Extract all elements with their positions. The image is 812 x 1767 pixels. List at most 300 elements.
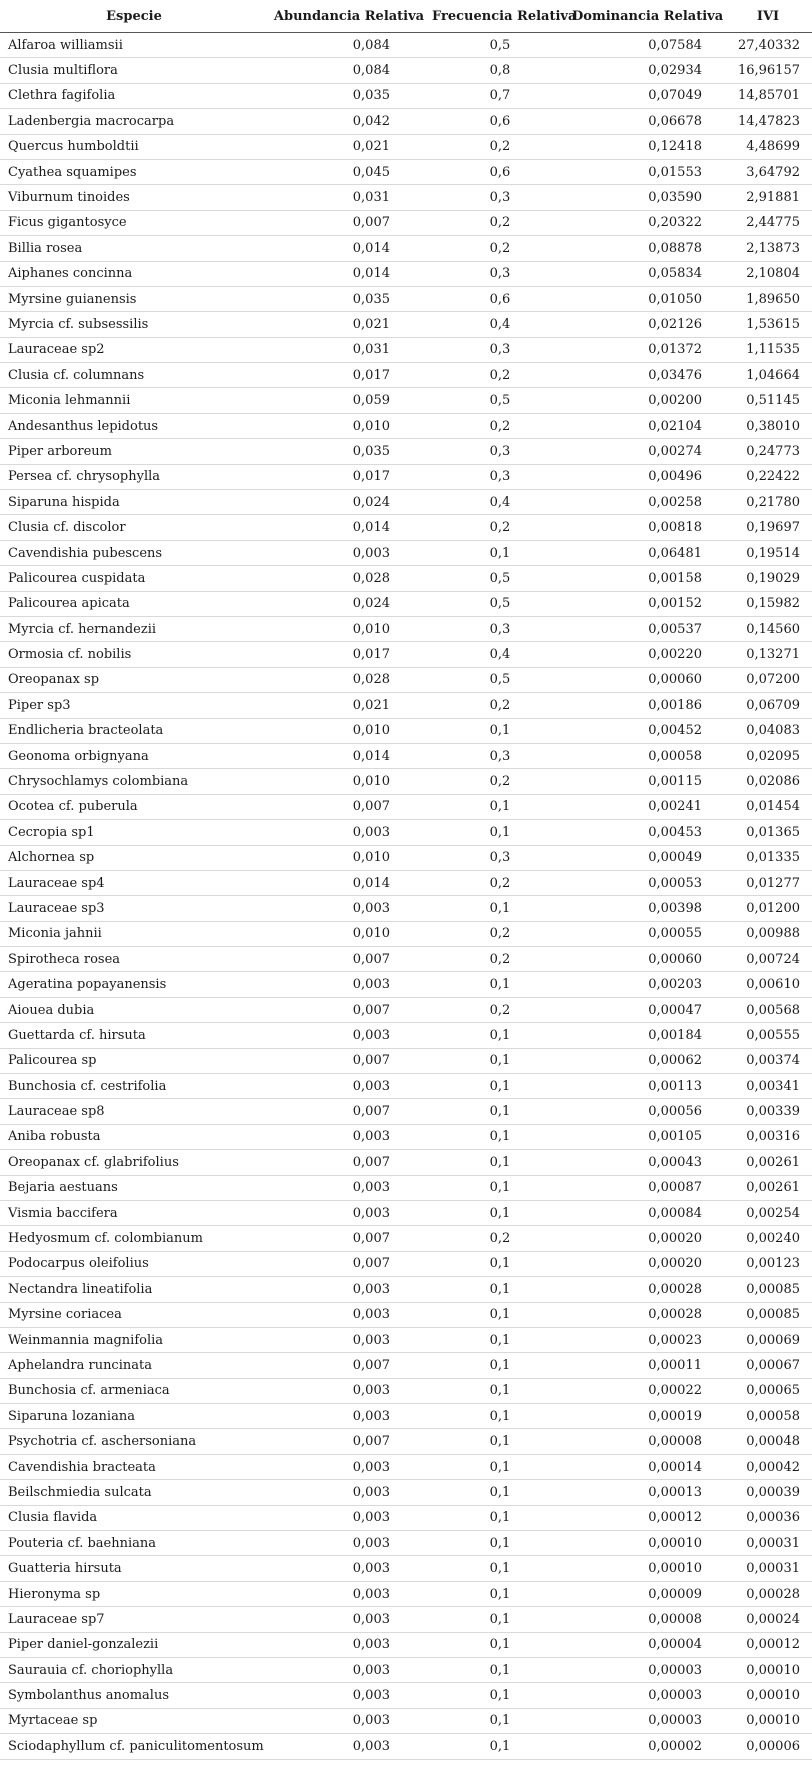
table-row [0, 997, 812, 1022]
dominance-cell: 0,00113 [570, 1074, 724, 1099]
frequency-cell: 0,3 [430, 439, 570, 464]
species-cell: Nectandra lineatifolia [0, 1277, 268, 1302]
abundance-cell: 0,007 [268, 1150, 430, 1175]
dominance-cell: 0,00084 [570, 1200, 724, 1225]
table-row [0, 1327, 812, 1352]
species-cell: Alchornea sp [0, 845, 268, 870]
abundance-cell: 0,007 [268, 1226, 430, 1251]
ivi-cell: 0,01335 [724, 845, 812, 870]
frequency-cell: 0,1 [430, 1200, 570, 1225]
frequency-cell: 0,1 [430, 1429, 570, 1454]
table-row [0, 1683, 812, 1708]
abundance-cell: 0,003 [268, 1175, 430, 1200]
species-cell: Viburnum tinoides [0, 185, 268, 210]
frequency-cell: 0,4 [430, 490, 570, 515]
abundance-cell: 0,007 [268, 947, 430, 972]
abundance-cell: 0,031 [268, 185, 430, 210]
frequency-cell: 0,1 [430, 972, 570, 997]
table-row [0, 693, 812, 718]
table-row [0, 1658, 812, 1683]
abundance-cell: 0,010 [268, 921, 430, 946]
table-row [0, 33, 812, 58]
abundance-cell: 0,017 [268, 642, 430, 667]
frequency-cell: 0,1 [430, 1505, 570, 1530]
table-row [0, 820, 812, 845]
species-cell: Myrtaceae sp [0, 1708, 268, 1733]
ivi-cell: 0,01200 [724, 896, 812, 921]
table-row [0, 921, 812, 946]
ivi-cell: 0,02086 [724, 769, 812, 794]
frequency-cell: 0,5 [430, 566, 570, 591]
ivi-cell: 0,01277 [724, 870, 812, 895]
ivi-cell: 0,00240 [724, 1226, 812, 1251]
ivi-cell: 0,00036 [724, 1505, 812, 1530]
abundance-cell: 0,003 [268, 1454, 430, 1479]
species-cell: Bunchosia cf. armeniaca [0, 1378, 268, 1403]
dominance-cell: 0,02126 [570, 312, 724, 337]
dominance-cell: 0,00053 [570, 870, 724, 895]
ivi-cell: 0,51145 [724, 388, 812, 413]
species-cell: Aiouea dubia [0, 997, 268, 1022]
frequency-cell: 0,1 [430, 1708, 570, 1733]
header-ivi: IVI [724, 0, 812, 33]
abundance-cell: 0,003 [268, 1074, 430, 1099]
abundance-cell: 0,007 [268, 1251, 430, 1276]
ivi-cell: 0,00254 [724, 1200, 812, 1225]
ivi-cell: 0,21780 [724, 490, 812, 515]
table-row [0, 1708, 812, 1733]
species-cell: Guatteria hirsuta [0, 1556, 268, 1581]
table-row [0, 591, 812, 616]
abundance-cell: 0,028 [268, 667, 430, 692]
dominance-cell: 0,00028 [570, 1277, 724, 1302]
table-row [0, 210, 812, 235]
ivi-cell: 1,04664 [724, 363, 812, 388]
table-row [0, 667, 812, 692]
frequency-cell: 0,6 [430, 286, 570, 311]
table-row [0, 58, 812, 83]
frequency-cell: 0,1 [430, 1632, 570, 1657]
dominance-cell: 0,00055 [570, 921, 724, 946]
species-cell: Ficus gigantosyce [0, 210, 268, 235]
frequency-cell: 0,2 [430, 515, 570, 540]
species-cell: Chrysochlamys colombiana [0, 769, 268, 794]
table-body [0, 33, 812, 1760]
frequency-cell: 0,1 [430, 1378, 570, 1403]
dominance-cell: 0,00004 [570, 1632, 724, 1657]
frequency-cell: 0,7 [430, 83, 570, 108]
dominance-cell: 0,00003 [570, 1708, 724, 1733]
dominance-cell: 0,00010 [570, 1531, 724, 1556]
dominance-cell: 0,00274 [570, 439, 724, 464]
table-row [0, 1378, 812, 1403]
dominance-cell: 0,02104 [570, 413, 724, 438]
species-cell: Myrcia cf. hernandezii [0, 616, 268, 641]
species-cell: Geonoma orbignyana [0, 743, 268, 768]
table-row [0, 1302, 812, 1327]
species-cell: Podocarpus oleifolius [0, 1251, 268, 1276]
frequency-cell: 0,1 [430, 1023, 570, 1048]
frequency-cell: 0,2 [430, 236, 570, 261]
header-frecuencia: Frecuencia Relativa [430, 0, 570, 33]
dominance-cell: 0,00003 [570, 1683, 724, 1708]
frequency-cell: 0,2 [430, 947, 570, 972]
table-row [0, 1200, 812, 1225]
table-row [0, 1099, 812, 1124]
frequency-cell: 0,1 [430, 820, 570, 845]
frequency-cell: 0,1 [430, 1607, 570, 1632]
abundance-cell: 0,024 [268, 490, 430, 515]
frequency-cell: 0,1 [430, 896, 570, 921]
species-cell: Palicourea apicata [0, 591, 268, 616]
ivi-cell: 0,00085 [724, 1302, 812, 1327]
ivi-cell: 0,01454 [724, 794, 812, 819]
species-cell: Clusia cf. columnans [0, 363, 268, 388]
frequency-cell: 0,1 [430, 1556, 570, 1581]
abundance-cell: 0,007 [268, 997, 430, 1022]
dominance-cell: 0,00056 [570, 1099, 724, 1124]
abundance-cell: 0,031 [268, 337, 430, 362]
frequency-cell: 0,6 [430, 109, 570, 134]
species-cell: Myrsine guianensis [0, 286, 268, 311]
ivi-cell: 0,00724 [724, 947, 812, 972]
table-row [0, 363, 812, 388]
dominance-cell: 0,00184 [570, 1023, 724, 1048]
ivi-cell: 0,01365 [724, 820, 812, 845]
species-cell: Siparuna lozaniana [0, 1404, 268, 1429]
frequency-cell: 0,2 [430, 363, 570, 388]
frequency-cell: 0,2 [430, 997, 570, 1022]
abundance-cell: 0,014 [268, 743, 430, 768]
frequency-cell: 0,1 [430, 1404, 570, 1429]
header-especie: Especie [0, 0, 268, 33]
abundance-cell: 0,003 [268, 1708, 430, 1733]
table-row [0, 439, 812, 464]
ivi-cell: 2,44775 [724, 210, 812, 235]
frequency-cell: 0,8 [430, 58, 570, 83]
abundance-cell: 0,003 [268, 1658, 430, 1683]
dominance-cell: 0,00398 [570, 896, 724, 921]
table-row [0, 769, 812, 794]
dominance-cell: 0,01372 [570, 337, 724, 362]
abundance-cell: 0,003 [268, 1556, 430, 1581]
dominance-cell: 0,00258 [570, 490, 724, 515]
table-row [0, 1505, 812, 1530]
table-row [0, 1150, 812, 1175]
frequency-cell: 0,4 [430, 312, 570, 337]
species-cell: Siparuna hispida [0, 490, 268, 515]
frequency-cell: 0,2 [430, 210, 570, 235]
species-cell: Cecropia sp1 [0, 820, 268, 845]
abundance-cell: 0,003 [268, 1378, 430, 1403]
table-row [0, 718, 812, 743]
frequency-cell: 0,3 [430, 261, 570, 286]
ivi-cell: 0,19029 [724, 566, 812, 591]
table-row [0, 972, 812, 997]
ivi-cell: 0,00039 [724, 1480, 812, 1505]
species-cell: Oreopanax sp [0, 667, 268, 692]
table-row [0, 1556, 812, 1581]
table-row [0, 159, 812, 184]
species-cell: Saurauia cf. choriophylla [0, 1658, 268, 1683]
frequency-cell: 0,3 [430, 845, 570, 870]
abundance-cell: 0,014 [268, 870, 430, 895]
table-row [0, 312, 812, 337]
species-cell: Alfaroa williamsii [0, 33, 268, 58]
species-cell: Endlicheria bracteolata [0, 718, 268, 743]
table-row [0, 743, 812, 768]
species-cell: Aiphanes concinna [0, 261, 268, 286]
abundance-cell: 0,045 [268, 159, 430, 184]
table-row [0, 642, 812, 667]
frequency-cell: 0,1 [430, 1734, 570, 1759]
frequency-cell: 0,3 [430, 616, 570, 641]
ivi-cell: 0,00067 [724, 1353, 812, 1378]
ivi-cell: 1,11535 [724, 337, 812, 362]
dominance-cell: 0,07049 [570, 83, 724, 108]
ivi-cell: 0,00123 [724, 1251, 812, 1276]
frequency-cell: 0,3 [430, 743, 570, 768]
frequency-cell: 0,3 [430, 185, 570, 210]
dominance-cell: 0,00011 [570, 1353, 724, 1378]
dominance-cell: 0,02934 [570, 58, 724, 83]
frequency-cell: 0,1 [430, 1353, 570, 1378]
table-row [0, 413, 812, 438]
table-row [0, 1531, 812, 1556]
abundance-cell: 0,003 [268, 1531, 430, 1556]
ivi-cell: 0,00261 [724, 1150, 812, 1175]
species-cell: Palicourea cuspidata [0, 566, 268, 591]
species-cell: Guettarda cf. hirsuta [0, 1023, 268, 1048]
species-cell: Clusia cf. discolor [0, 515, 268, 540]
species-cell: Lauraceae sp3 [0, 896, 268, 921]
abundance-cell: 0,028 [268, 566, 430, 591]
abundance-cell: 0,014 [268, 515, 430, 540]
table-row [0, 236, 812, 261]
frequency-cell: 0,2 [430, 870, 570, 895]
ivi-cell: 0,19514 [724, 540, 812, 565]
abundance-cell: 0,084 [268, 33, 430, 58]
abundance-cell: 0,010 [268, 718, 430, 743]
species-cell: Palicourea sp [0, 1048, 268, 1073]
frequency-cell: 0,2 [430, 134, 570, 159]
ivi-cell: 0,00010 [724, 1708, 812, 1733]
abundance-cell: 0,007 [268, 1048, 430, 1073]
frequency-cell: 0,1 [430, 794, 570, 819]
table-row [0, 109, 812, 134]
ivi-cell: 0,00261 [724, 1175, 812, 1200]
ivi-cell: 0,00316 [724, 1124, 812, 1149]
abundance-cell: 0,007 [268, 1099, 430, 1124]
species-cell: Myrsine coriacea [0, 1302, 268, 1327]
table-row [0, 1734, 812, 1759]
abundance-cell: 0,035 [268, 439, 430, 464]
dominance-cell: 0,00008 [570, 1429, 724, 1454]
table-row [0, 540, 812, 565]
frequency-cell: 0,1 [430, 1658, 570, 1683]
ivi-cell: 2,91881 [724, 185, 812, 210]
dominance-cell: 0,00152 [570, 591, 724, 616]
frequency-cell: 0,1 [430, 1150, 570, 1175]
species-cell: Aphelandra runcinata [0, 1353, 268, 1378]
dominance-cell: 0,00020 [570, 1226, 724, 1251]
dominance-cell: 0,00043 [570, 1150, 724, 1175]
ivi-cell: 0,00069 [724, 1327, 812, 1352]
frequency-cell: 0,1 [430, 1683, 570, 1708]
abundance-cell: 0,021 [268, 693, 430, 718]
dominance-cell: 0,03476 [570, 363, 724, 388]
frequency-cell: 0,1 [430, 1302, 570, 1327]
dominance-cell: 0,00186 [570, 693, 724, 718]
species-cell: Symbolanthus anomalus [0, 1683, 268, 1708]
species-cell: Lauraceae sp7 [0, 1607, 268, 1632]
species-cell: Ageratina popayanensis [0, 972, 268, 997]
dominance-cell: 0,00062 [570, 1048, 724, 1073]
table-row [0, 947, 812, 972]
table-row [0, 845, 812, 870]
ivi-cell: 0,38010 [724, 413, 812, 438]
header-row [0, 0, 812, 33]
dominance-cell: 0,00020 [570, 1251, 724, 1276]
ivi-cell: 0,00065 [724, 1378, 812, 1403]
table-row [0, 1607, 812, 1632]
table-row [0, 1404, 812, 1429]
species-cell: Ladenbergia macrocarpa [0, 109, 268, 134]
ivi-cell: 0,00988 [724, 921, 812, 946]
frequency-cell: 0,2 [430, 413, 570, 438]
species-cell: Clusia flavida [0, 1505, 268, 1530]
ivi-cell: 0,00031 [724, 1556, 812, 1581]
table-row [0, 1429, 812, 1454]
dominance-cell: 0,00220 [570, 642, 724, 667]
frequency-cell: 0,1 [430, 1454, 570, 1479]
frequency-cell: 0,1 [430, 540, 570, 565]
species-cell: Lauraceae sp4 [0, 870, 268, 895]
abundance-cell: 0,035 [268, 286, 430, 311]
table-row [0, 515, 812, 540]
dominance-cell: 0,00241 [570, 794, 724, 819]
species-cell: Bejaria aestuans [0, 1175, 268, 1200]
ivi-cell: 0,07200 [724, 667, 812, 692]
dominance-cell: 0,00019 [570, 1404, 724, 1429]
ivi-cell: 0,00058 [724, 1404, 812, 1429]
abundance-cell: 0,003 [268, 1683, 430, 1708]
table-row [0, 1074, 812, 1099]
dominance-cell: 0,06481 [570, 540, 724, 565]
ivi-cell: 0,00048 [724, 1429, 812, 1454]
table-row [0, 337, 812, 362]
dominance-cell: 0,00022 [570, 1378, 724, 1403]
ivi-cell: 3,64792 [724, 159, 812, 184]
frequency-cell: 0,2 [430, 769, 570, 794]
table-row [0, 1226, 812, 1251]
abundance-cell: 0,003 [268, 1607, 430, 1632]
frequency-cell: 0,3 [430, 464, 570, 489]
abundance-cell: 0,042 [268, 109, 430, 134]
frequency-cell: 0,5 [430, 591, 570, 616]
abundance-cell: 0,003 [268, 1505, 430, 1530]
dominance-cell: 0,00002 [570, 1734, 724, 1759]
ivi-cell: 0,22422 [724, 464, 812, 489]
ivi-cell: 0,00031 [724, 1531, 812, 1556]
ivi-cell: 0,04083 [724, 718, 812, 743]
dominance-cell: 0,00818 [570, 515, 724, 540]
species-cell: Cyathea squamipes [0, 159, 268, 184]
table-row [0, 870, 812, 895]
ivi-cell: 0,00341 [724, 1074, 812, 1099]
ivi-cell: 0,14560 [724, 616, 812, 641]
dominance-cell: 0,00537 [570, 616, 724, 641]
abundance-cell: 0,003 [268, 540, 430, 565]
species-cell: Weinmannia magnifolia [0, 1327, 268, 1352]
abundance-cell: 0,084 [268, 58, 430, 83]
dominance-cell: 0,20322 [570, 210, 724, 235]
species-cell: Spirotheca rosea [0, 947, 268, 972]
table-row [0, 1124, 812, 1149]
dominance-cell: 0,00013 [570, 1480, 724, 1505]
frequency-cell: 0,1 [430, 1327, 570, 1352]
species-cell: Ormosia cf. nobilis [0, 642, 268, 667]
table-row [0, 566, 812, 591]
species-cell: Pouteria cf. baehniana [0, 1531, 268, 1556]
frequency-cell: 0,1 [430, 1099, 570, 1124]
ivi-cell: 4,48699 [724, 134, 812, 159]
abundance-cell: 0,003 [268, 1632, 430, 1657]
dominance-cell: 0,00452 [570, 718, 724, 743]
frequency-cell: 0,1 [430, 1124, 570, 1149]
ivi-cell: 14,85701 [724, 83, 812, 108]
table-row [0, 286, 812, 311]
table-row [0, 896, 812, 921]
ivi-cell: 0,00085 [724, 1277, 812, 1302]
abundance-cell: 0,035 [268, 83, 430, 108]
ivi-cell: 27,40332 [724, 33, 812, 58]
frequency-cell: 0,5 [430, 667, 570, 692]
species-cell: Clusia multiflora [0, 58, 268, 83]
dominance-cell: 0,08878 [570, 236, 724, 261]
table-row [0, 134, 812, 159]
dominance-cell: 0,12418 [570, 134, 724, 159]
abundance-cell: 0,010 [268, 845, 430, 870]
species-cell: Hieronyma sp [0, 1581, 268, 1606]
frequency-cell: 0,1 [430, 1048, 570, 1073]
table-header [0, 0, 812, 33]
abundance-cell: 0,007 [268, 794, 430, 819]
dominance-cell: 0,00010 [570, 1556, 724, 1581]
table-row [0, 1277, 812, 1302]
frequency-cell: 0,2 [430, 693, 570, 718]
frequency-cell: 0,1 [430, 1531, 570, 1556]
species-cell: Andesanthus lepidotus [0, 413, 268, 438]
ivi-cell: 0,00374 [724, 1048, 812, 1073]
abundance-cell: 0,003 [268, 1581, 430, 1606]
ivi-cell: 0,19697 [724, 515, 812, 540]
species-cell: Aniba robusta [0, 1124, 268, 1149]
abundance-cell: 0,017 [268, 464, 430, 489]
species-cell: Cavendishia bracteata [0, 1454, 268, 1479]
species-cell: Myrcia cf. subsessilis [0, 312, 268, 337]
table-row [0, 1454, 812, 1479]
dominance-cell: 0,00047 [570, 997, 724, 1022]
species-cell: Hedyosmum cf. colombianum [0, 1226, 268, 1251]
ivi-cell: 0,00568 [724, 997, 812, 1022]
abundance-cell: 0,003 [268, 1327, 430, 1352]
dominance-cell: 0,00200 [570, 388, 724, 413]
table-row [0, 1251, 812, 1276]
abundance-cell: 0,014 [268, 236, 430, 261]
abundance-cell: 0,024 [268, 591, 430, 616]
abundance-cell: 0,003 [268, 1200, 430, 1225]
